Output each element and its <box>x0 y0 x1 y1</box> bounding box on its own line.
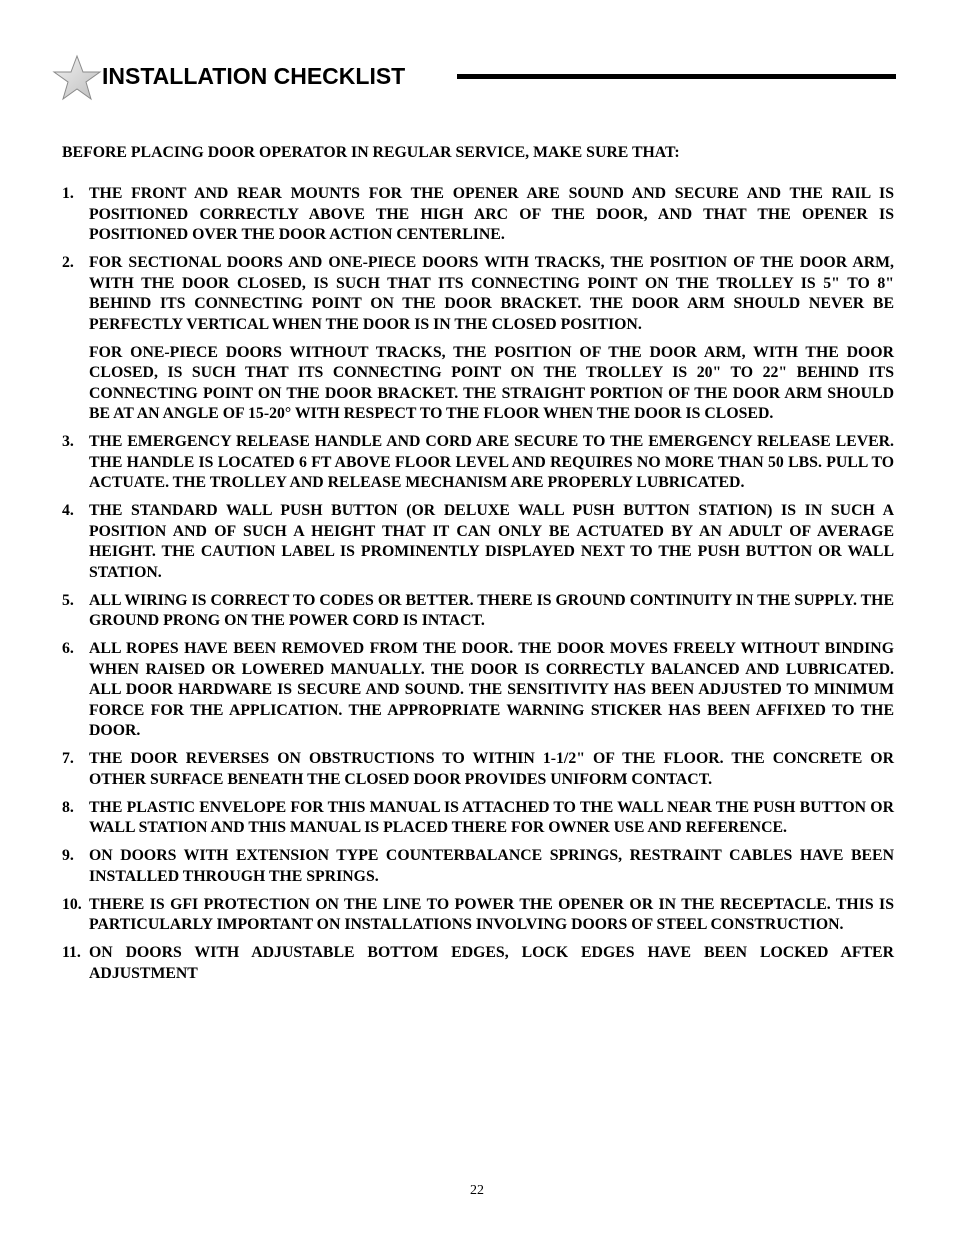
item-number: 4. <box>62 502 74 519</box>
item-text: FOR ONE-PIECE DOORS WITHOUT TRACKS, THE POSITION OF THE DOOR ARM, WITH THE DOOR CLOSED, IS SUCH THAT ITS CONNECTING POINT ON THE TROLLEY IS 20" TO 22" BEHIND ITS CONNECTING POINT ON THE DOOR BRACKET. THE STRAIGHT PORTION OF THE DOOR ARM SHOULD BE AT AN ANGLE OF 15-20° WITH RESPECT TO THE FLOOR WHEN THE DOOR IS CLOSED. <box>89 343 894 422</box>
checklist-item <box>62 895 894 936</box>
header-rule <box>457 74 896 79</box>
checklist-item <box>62 591 894 632</box>
item-text: THERE IS GFI PROTECTION ON THE LINE TO POWER THE OPENER OR IN THE RECEPTACLE. THIS IS PARTICULARLY IMPORTANT ON INSTALLATIONS INVOLVING DOORS OF STEEL CONSTRUCTION. <box>89 895 894 933</box>
item-text: ALL WIRING IS CORRECT TO CODES OR BETTER. THERE IS GROUND CONTINUITY IN THE SUPPLY. THE GROUND PRONG ON THE POWER CORD IS INTACT. <box>89 591 894 629</box>
item-text: THE EMERGENCY RELEASE HANDLE AND CORD ARE SECURE TO THE EMERGENCY RELEASE LEVER. THE HANDLE IS LOCATED 6 FT ABOVE FLOOR LEVEL AND REQUIRES NO MORE THAN 50 LBS. PULL TO ACTUATE. THE TROLLEY AND RELEASE MECHANISM ARE PROPERLY LUBRICATED. <box>89 433 894 491</box>
checklist-item <box>62 943 894 984</box>
section-header <box>52 54 896 102</box>
checklist-item <box>62 184 894 246</box>
page-number: 22 <box>470 1183 484 1198</box>
item-number: 6. <box>62 640 74 657</box>
item-text: THE DOOR REVERSES ON OBSTRUCTIONS TO WITHIN 1-1/2" OF THE FLOOR. THE CONCRETE OR OTHER SURFACE BENEATH THE CLOSED DOOR PROVIDES UNIFORM CONTACT. <box>89 750 894 788</box>
checklist-item <box>62 253 894 425</box>
item-text: ON DOORS WITH ADJUSTABLE BOTTOM EDGES, LOCK EDGES HAVE BEEN LOCKED AFTER ADJUSTMENT <box>89 944 894 982</box>
page-title: INSTALLATION CHECKLIST <box>102 63 406 89</box>
item-number: 10. <box>62 895 82 913</box>
item-number: 9. <box>62 847 74 864</box>
checklist-item <box>62 749 894 790</box>
checklist-item <box>62 432 894 494</box>
checklist-item <box>62 798 894 839</box>
item-text: THE FRONT AND REAR MOUNTS FOR THE OPENER ARE SOUND AND SECURE AND THE RAIL IS POSITIONED CORRECTLY ABOVE THE HIGH ARC OF THE DOOR, AND THAT THE OPENER IS POSITIONED OVER THE DOOR ACTION CENTERLINE. <box>89 185 894 243</box>
star-icon <box>52 54 102 102</box>
item-number: 8. <box>62 798 74 816</box>
item-number: 11. <box>62 944 81 961</box>
item-number: 7. <box>62 750 74 767</box>
checklist-item <box>62 501 894 583</box>
item-text: THE PLASTIC ENVELOPE FOR THIS MANUAL IS ATTACHED TO THE WALL NEAR THE PUSH BUTTON OR WALL STATION AND THIS MANUAL IS PLACED THERE FOR OWNER USE AND REFERENCE. <box>89 798 894 836</box>
checklist <box>62 184 894 992</box>
item-number: 2. <box>62 254 74 271</box>
item-text: THE STANDARD WALL PUSH BUTTON (OR DELUXE WALL PUSH BUTTON STATION) IS IN SUCH A POSITION AND OF SUCH A HEIGHT THAT IT CAN ONLY BE ACTUATED BY AN ADULT OF AVERAGE HEIGHT. THE CAUTION LABEL IS PROMINENTLY DISPLAYED NEXT TO THE PUSH BUTTON OR WALL STATION. <box>89 502 894 581</box>
item-number: 3. <box>62 433 74 450</box>
item-text: FOR SECTIONAL DOORS AND ONE-PIECE DOORS WITH TRACKS, THE POSITION OF THE DOOR ARM, WITH THE DOOR CLOSED, IS SUCH THAT ITS CONNECTING POINT ON THE TROLLEY IS 5" TO 8" BEHIND ITS CONNECTING POINT ON THE DOOR BRACKET. THE DOOR ARM SHOULD NEVER BE PERFECTLY VERTICAL WHEN THE DOOR IS IN THE CLOSED POSITION. <box>89 254 894 333</box>
intro-text: BEFORE PLACING DOOR OPERATOR IN REGULAR SERVICE, MAKE SURE THAT: <box>62 144 680 161</box>
item-number: 1. <box>62 185 74 202</box>
checklist-item <box>62 846 894 887</box>
checklist-item <box>62 639 894 742</box>
item-number: 5. <box>62 591 74 609</box>
item-text: ALL ROPES HAVE BEEN REMOVED FROM THE DOOR. THE DOOR MOVES FREELY WITHOUT BINDING WHEN RAISED OR LOWERED MANUALLY. THE DOOR IS CORRECTLY BALANCED AND LUBRICATED. ALL DOOR HARDWARE IS SECURE AND SOUND. THE SENSITIVITY HAS BEEN ADJUSTED TO MINIMUM FORCE FOR THE APPLICATION. THE APPROPRIATE WARNING STICKER HAS BEEN AFFIXED TO THE DOOR. <box>89 640 894 739</box>
item-text: ON DOORS WITH EXTENSION TYPE COUNTERBALANCE SPRINGS, RESTRAINT CABLES HAVE BEEN INSTALLED THROUGH THE SPRINGS. <box>89 847 894 885</box>
